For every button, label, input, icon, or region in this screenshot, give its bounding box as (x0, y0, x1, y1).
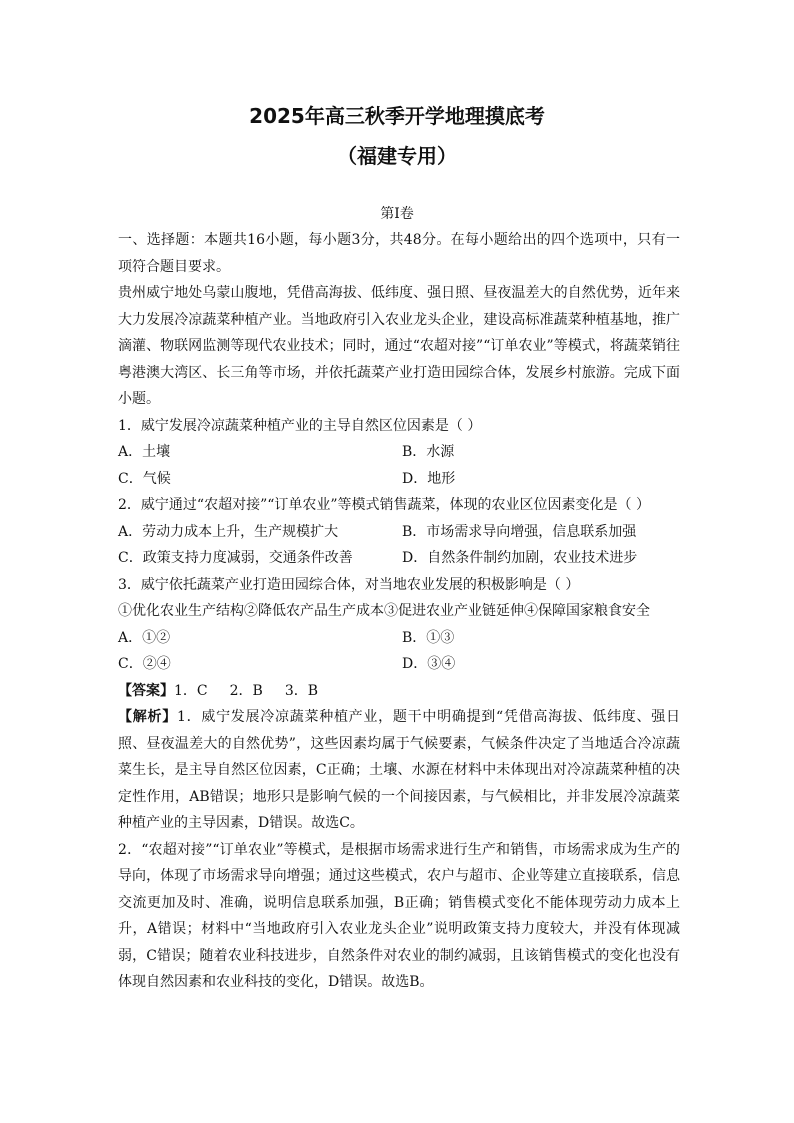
option-a[interactable]: A．劳动力成本上升，生产规模扩大 (118, 523, 339, 540)
option-c[interactable]: C．②④ (118, 656, 171, 672)
answer-3: 3．B (284, 682, 319, 699)
option-c[interactable]: C．政策支持力度减弱，交通条件改善 (118, 550, 353, 566)
option-d[interactable]: D．地形 (402, 470, 456, 487)
page-subtitle: （福建专用） (337, 144, 457, 168)
question-2-options-row1 (118, 519, 680, 546)
option-b[interactable]: B．水源 (402, 444, 455, 460)
answer-1: 1．C (174, 682, 208, 699)
option-d[interactable]: D．③④ (402, 656, 456, 672)
answer-row (118, 678, 680, 705)
question-3-stem: 3．威宁依托蔬菜产业打造田园综合体，对当地农业发展的积极影响是（ ） (118, 576, 580, 593)
instructions: 一、选择题：本题共16小题，每小题3分，共48分。在每小题给出的四个选项中，只有一项符合题目要求。 (118, 232, 680, 275)
answer-2: 2．B (229, 682, 263, 699)
question-3-statements: ①优化农业生产结构②降低农产品生产成本③促进农业产业链延伸④保障国家粮食安全 (118, 603, 650, 619)
option-a[interactable]: A．土壤 (118, 444, 171, 460)
option-a[interactable]: A．①② (118, 629, 171, 646)
question-2-options-row2 (118, 545, 680, 572)
answer-label: 【答案】 (118, 682, 174, 699)
question-1-options-row2 (118, 466, 680, 493)
explanation-label: 【解析】 (118, 709, 177, 725)
explanation-1-text: 1．威宁发展冷凉蔬菜种植产业，题干中明确提到“凭借高海拔、低纬度、强日照、昼夜温差大的自然优势”，这些因素均属于气候要素，气候条件决定了当地适合冷凉蔬菜生长，是主导自然区位因素，C正确；土壤、水源在材料中未体现出对冷凉蔬菜种植的决定性作用，AB错误；地形只是影响气候的一个间接因素，与气候相比，并非发展冷凉蔬菜种植产业的主导因素，D错误。故选C。 (118, 709, 681, 831)
question-3-options-row1 (118, 625, 680, 652)
explanation-2: 2．“农超对接”“订单农业”等模式，是根据市场需求进行生产和销售，市场需求成为生产的导向，体现了市场需求导向增强；通过这些模式，农户与超市、企业等建立直接联系，信息交流更加及时、准确，说明信息联系加强，B正确；销售模式变化不能体现劳动力成本上升，A错误；材料中“当地政府引入农业龙头企业”说明政策支持力度较大，并没有体现减弱，C错误；随着农业科技进步，自然条件对农业的制约减弱，且该销售模式的变化也没有体现自然因素和农业科技的变化，D错误。故选B。 (118, 841, 680, 990)
page-title: 2025年高三秋季开学地理摸底考 (249, 104, 545, 128)
reading-passage: 贵州威宁地处乌蒙山腹地，凭借高海拔、低纬度、强日照、昼夜温差大的自然优势，近年来大力发展冷凉蔬菜种植产业。当地政府引入农业龙头企业，建设高标准蔬菜种植基地，推广滴灌、物联网监测等现代农业技术；同时，通过“农超对接”“订单农业”等模式，将蔬菜销往粤港澳大湾区、长三角等市场，并依托蔬菜产业打造田园综合体，发展乡村旅游。完成下面小题。 (118, 285, 680, 407)
option-d[interactable]: D．自然条件制约加剧，农业技术进步 (402, 550, 638, 566)
question-2-stem: 2．威宁通过“农超对接”“订单农业”等模式销售蔬菜，体现的农业区位因素变化是（ ） (118, 497, 650, 513)
exam-body (118, 227, 680, 996)
option-c[interactable]: C．气候 (118, 470, 171, 487)
question-3-options-row2 (118, 651, 680, 678)
option-b[interactable]: B．市场需求导向增强，信息联系加强 (402, 523, 637, 540)
question-1-options-row1 (118, 439, 680, 466)
question-1-stem: 1．威宁发展冷凉蔬菜种植产业的主导自然区位因素是（ ） (118, 417, 482, 434)
section-label: 第I卷 (380, 206, 414, 222)
option-b[interactable]: B．①③ (402, 629, 455, 646)
explanation-1 (118, 704, 680, 837)
